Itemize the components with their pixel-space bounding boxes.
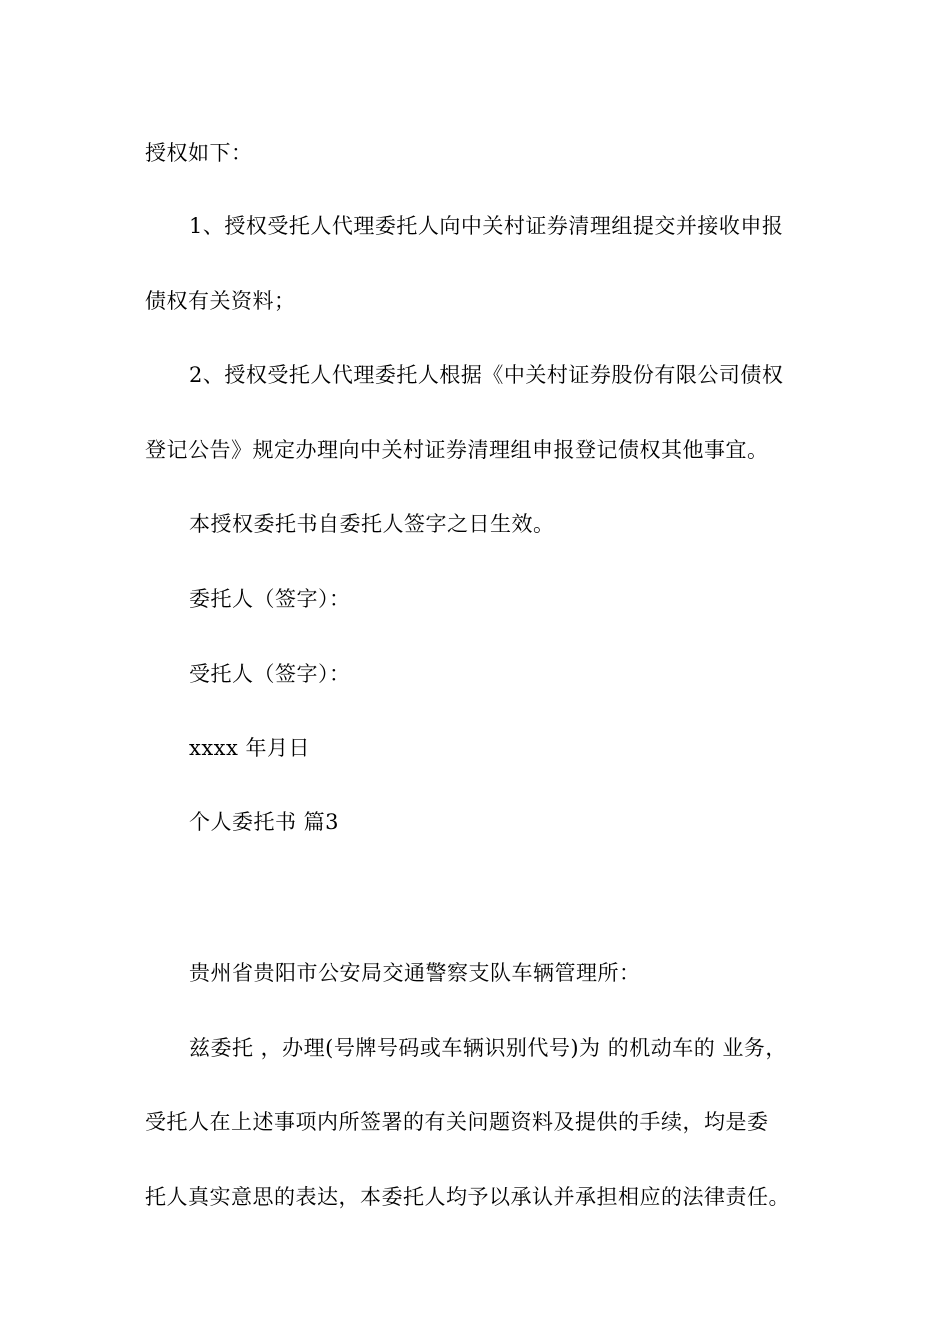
text-line: 受托人（签字）： [189, 662, 351, 686]
text-line: 委托人（签字）： [189, 587, 351, 611]
text-line: 受托人在上述事项内所签署的有关问题资料及提供的手续，均是委 [145, 1110, 769, 1134]
text-line: 债权有关资料； [145, 289, 296, 313]
text-line: 兹委托 ，办理(号牌号码或车辆识别代号)为 的机动车的 业务， [189, 1036, 787, 1060]
text-line: xxxx 年月日 [189, 736, 311, 760]
text-line: 贵州省贵阳市公安局交通警察支队车辆管理所： [189, 961, 641, 985]
text-line: 登记公告》规定办理向中关村证券清理组申报登记债权其他事宜。 [145, 438, 769, 462]
text-line: 1、授权受托人代理委托人向中关村证券清理组提交并接收申报 [189, 214, 784, 238]
section-heading: 个人委托书 篇3 [189, 810, 340, 834]
text-line: 授权如下： [145, 141, 253, 165]
text-line: 2、授权受托人代理委托人根据《中关村证券股份有限公司债权 [189, 363, 784, 387]
text-line: 本授权委托书自委托人签字之日生效。 [189, 512, 555, 536]
text-line: 托人真实意思的表达，本委托人均予以承认并承担相应的法律责任。 [145, 1185, 790, 1209]
